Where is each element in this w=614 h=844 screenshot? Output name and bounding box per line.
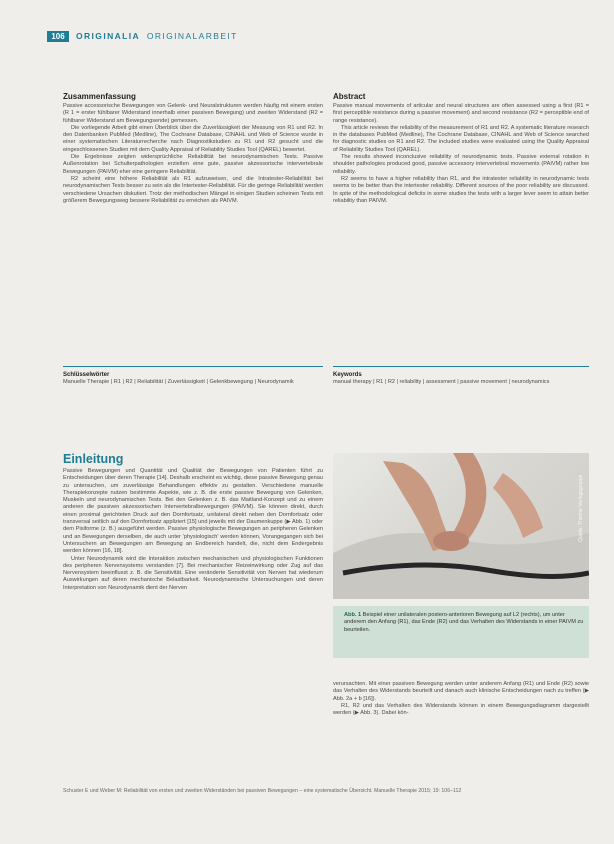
- zusammenfassung-section: [63, 92, 323, 205]
- einleitung-right-column: [333, 681, 589, 717]
- abstract-section: [333, 92, 589, 205]
- einleitung-right-paragraph: verursachten. Mit einer passiven Bewegung werden unter anderem Anfang (R1) und Ende (R2) sowie das Verhalten des Widerstands beurteilt und danach auch klinische Entscheidungen nach zu treffen (▶ Abb. 2a + b [16]).: [333, 681, 589, 702]
- header-section-light: ORIGINALARBEIT: [146, 31, 238, 41]
- abstract-paragraph: R2 seems to have a higher reliability than R1, and the intratester reliability in neurodynamic tests seems to be better than the intertester reliability. Different sources of the poor reliability are discussed. In spite of the methodological deficits in some studies the tests with a larger lever seem to attain better reliability than PAIVM.: [333, 175, 589, 204]
- abstract-paragraph: Passive manual movements of articular and neural structures are often assessed using a first (R1 = first perceptible resistance during a passive movement) and second resistance (R2 = perceptible end of range resistance).: [333, 103, 589, 124]
- citation-footer: Schuster E und Weber M: Reliabilität von ersten und zweiten Widerständen bei passiven Bewegungen – eine systematische Übersicht. Manuelle Therapie 2015; 19: 106–112: [63, 788, 462, 794]
- einleitung-right-paragraph: R1, R2 und das Verhalten des Widerstands können in einem Bewegungsdiagramm dargestellt werden (▶ Abb. 3). Dabei kön-: [333, 702, 589, 717]
- keywords-en-heading: Keywords: [333, 372, 362, 378]
- abstract-heading: Abstract: [333, 92, 366, 101]
- einleitung-paragraph: Unter Neurodynamik wird die Interaktion zwischen mechanischen und physiologischen Funktionen des peripheren Nervensystems verstanden [7]. Bei mechanischer Reizeinwirkung oder Zug auf das Nervensystem beeinflusst z. B. die Sensitivität. Eine veränderte Sensitivität von Nerven hat wiederum Auswirkungen auf deren mechanische Belastbarkeit. Neurodynamische Untersuchungen und deren Interpretation von Neurodynamik dient der Nerven: [63, 555, 323, 591]
- zusammenfassung-paragraph: Passive accessorische Bewegungen von Gelenk- und Neuralstrukturen werden häufig mit einem ersten (R 1 = erster fühlbarer Widerstand innerhalb einer passiven Bewegung) und zweiten Widerstand (R2 = fühlbarer Widerstand am Bewegungsende) gemessen.: [63, 103, 323, 124]
- keywords-de-heading: Schlüsselwörter: [63, 372, 110, 378]
- running-header: [76, 31, 238, 42]
- figure-photo: [333, 453, 589, 599]
- einleitung-paragraph: Passive Bewegungen und Quantität und Qualität der Bewegungen von Patienten führt zu Entscheidungen über deren Therapie [14]. Deshalb erscheint es wichtig, diese passive Bewegung genau zu untersuchen, um zuverlässige Behandlungen effektiv zu gestalten. Verschiedene manuelle Therapiekonzepte nutzen bestimmte Aspekte, wie z. B. die erste passive Bewegung von Gelenken, Muskeln und neurodynamischen Tests. Bei den Gelenken z. B. das Maitland-Konzept und zu einem anderen die passiven akzessorischen Intervertebralbewegungen (PAIVM). Sie können direkt, durch einen proximal gerichteten Druck auf den Dornfortsatz, unilateral direkt neben den Dornfortsatz oder transversal seitlich auf den Dornfortsatz appliziert [15] und jeweils mit der Daumenkuppe (▶ Abb. 1) oder dem Pisiforme (z. B.) ausgeführt werden. Passive physiologische Bewegungen an peripheren Gelenken und an Bewegungen derselben, die auch unter 'physiologisch' werden können, Vorangegangen sich bei Untersuchern an Bewegungen am Bewegung an Endbereich handelt, die, nicht dem Endergebnis werden können [16, 18].: [63, 468, 323, 555]
- figure-caption-text: Beispiel einer unilateralen postero-anterioren Bewegung auf L2 (rechts), um unter anderem den Anfang (R1), das Ende (R2) und das Verhalten des Widerstands in einer PAIVM zu beurteilen.: [344, 612, 584, 633]
- page-number: 106: [47, 31, 69, 42]
- hands-on-back-illustration: [333, 453, 589, 599]
- keywords-en-section: [333, 371, 589, 386]
- keywords-rule-left: [63, 366, 323, 367]
- figure-credit: Quelle: Thieme Verlagsgruppe: [578, 474, 584, 542]
- einleitung-heading: Einleitung: [63, 452, 124, 466]
- keywords-en-list: manual therapy | R1 | R2 | reliability | assessment | passive movement | neurodynamics: [333, 379, 550, 385]
- abstract-paragraph: The results showed inconclusive reliability of neurodynamic tests. Passive external rotation in shoulder pathologies produced good, passive accessory intervertebral movements (PAIVM) rather low reliability.: [333, 154, 589, 175]
- zusammenfassung-heading: Zusammenfassung: [63, 92, 136, 101]
- keywords-rule-right: [333, 366, 589, 367]
- keywords-de-section: [63, 371, 323, 386]
- zusammenfassung-paragraph: Die vorliegende Arbeit gibt einen Überblick über die Zuverlässigkeit der Messung von R1 und R2. In den Datenbanken PubMed (Medline), The Cochrane Database, CINAHL und Web of Science wurde in einer systematischen Literaturrecherche nach Diagnostikstudien zu R1 und R2 gesucht und die eingeschlossenen Studien mit dem Quality Appraisal of Reliability Studies Tool (QAREL) bewertet.: [63, 124, 323, 153]
- abstract-paragraph: This article reviews the reliability of the measurement of R1 and R2. A systematic literature research in the databases PubMed (Medline), The Cochrane Database, CINAHL and Web of Science searched for diagnostic studies on R1 and R2. The included studies were evaluated using the Quality Appraisal of Reliability Studies Tool (QAREL).: [333, 124, 589, 153]
- zusammenfassung-paragraph: Die Ergebnisse zeigten widersprüchliche Reliabilität bei neurodynamischen Tests. Passive Außenrotation bei Schulterpathologien erzielten eine gute, passive akzessorische intervertebrale Bewegungen (PAIVM) eher eine geringere Reliabilität.: [63, 154, 323, 175]
- zusammenfassung-paragraph: R2 scheint eine höhere Reliabilität als R1 aufzuweisen, und die Intratester-Reliabilität bei neurodynamischen Tests besser zu sein als die Intertester-Reliabilität. Für die geringe Reliabilität werden verschiedene Ursachen diskutiert. Trotz der methodischen Mängel in einigen Studien scheinen Tests mit größerem Bewegungsweg bessere Reliabilität zu erreichen als PAIVM.: [63, 175, 323, 204]
- figure-caption: [344, 612, 584, 634]
- header-section-bold: ORIGINALIA: [76, 31, 141, 41]
- einleitung-section: [63, 468, 323, 592]
- keywords-de-list: Manuelle Therapie | R1 | R2 | Reliabilität | Zuverlässigkeit | Gelenkbewegung | Neurodynamik: [63, 379, 294, 385]
- figure-caption-label: Abb. 1: [344, 612, 362, 618]
